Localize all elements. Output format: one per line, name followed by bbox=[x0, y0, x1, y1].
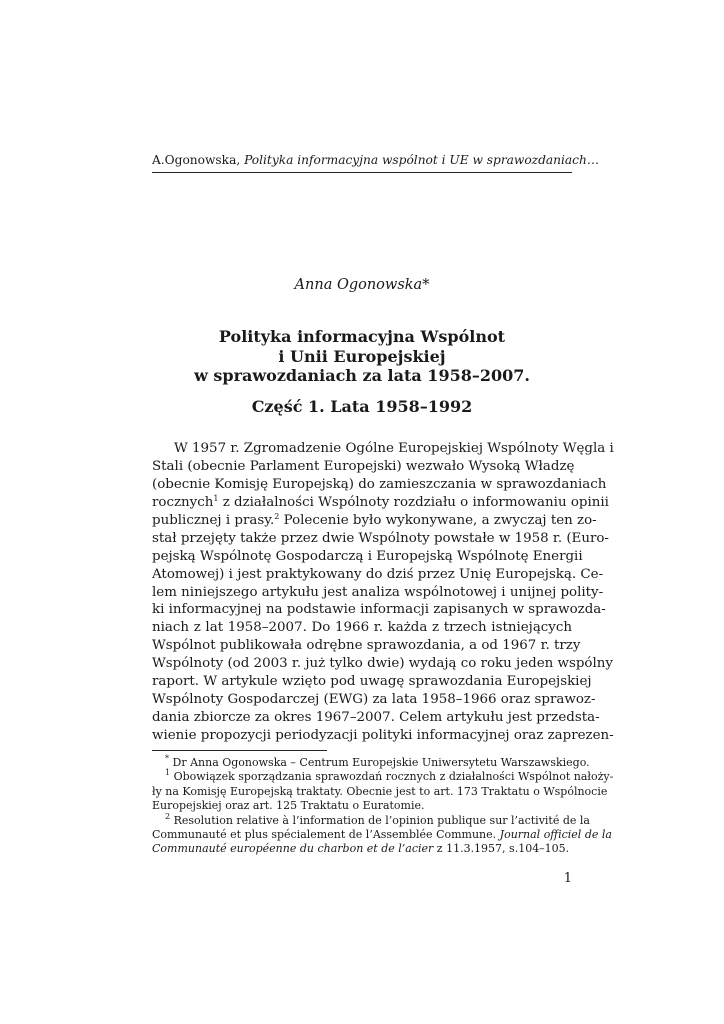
footnote-author-name: Anna Ogonowska bbox=[190, 756, 287, 769]
body-line bbox=[152, 493, 609, 512]
footnote-text: Obowiązek sporządzania sprawozdań rocznych z działalności Wspólnot nałoży- bbox=[173, 770, 614, 784]
body-line-segment: rocznych bbox=[152, 494, 214, 510]
body-line-segment: z działalności Wspólnoty rozdziału o informowaniu opinii bbox=[222, 494, 609, 510]
footnote-rule bbox=[152, 750, 327, 751]
body-line-segment: Polecenie było wykonywane, a zwyczaj ten zo- bbox=[283, 512, 597, 528]
footnote-journal-title: Journal officiel de la bbox=[499, 827, 612, 841]
footnote-text: Communauté et plus spécialement de l’Assemblée Commune. bbox=[152, 827, 497, 841]
body-line: dania zbiorcze za okres 1967–2007. Celem artykułu jest przedsta- bbox=[152, 710, 600, 726]
body-line-segment: publicznej i prasy. bbox=[152, 512, 275, 528]
footnote-author bbox=[152, 754, 590, 770]
body-line: Atomowej) i jest praktykowany do dziś przez Unię Europejską. Ce- bbox=[152, 566, 604, 582]
body-line: lem niniejszego artykułu jest analiza wspólnotowej i unijnej polity- bbox=[152, 584, 604, 600]
footnote-1-line: Europejskiej oraz art. 125 Traktatu o Euratomie. bbox=[152, 799, 425, 813]
footnotes bbox=[152, 754, 614, 857]
footnote-text: Resolution relative à l’information de l’opinion publique sur l’activité de la bbox=[173, 813, 590, 827]
body-paragraph bbox=[152, 440, 614, 745]
body-line bbox=[152, 511, 597, 530]
page-number: 1 bbox=[563, 871, 572, 886]
footnote-1-line: ły na Komisję Europejską traktaty. Obecnie jest to art. 173 Traktatu o Wspólnocie bbox=[152, 784, 608, 798]
body-line: niach z lat 1958–2007. Do 1966 r. każda z trzech istniejących bbox=[152, 620, 572, 636]
body-line: ki informacyjnej na podstawie informacji zapisanych w sprawozda- bbox=[152, 602, 606, 618]
title-line: i Unii Europejskiej bbox=[278, 346, 446, 366]
footnote-ref: 2 bbox=[274, 511, 280, 521]
title-line: Polityka informacyjna Wspólnot bbox=[218, 327, 506, 346]
running-header-title: Polityka informacyjna wspólnot i UE w sprawozdaniach… bbox=[244, 153, 600, 167]
footnote-text: – Centrum Europejskie Uniwersytetu Warszawskiego. bbox=[290, 756, 590, 769]
footnote-text: Dr bbox=[172, 756, 187, 769]
title-line: w sprawozdaniach za lata 1958–2007. bbox=[194, 366, 530, 385]
footnote-journal-title: Communauté européenne du charbon et de l’acier bbox=[152, 842, 434, 856]
footnote-text: z 11.3.1957, s.104–105. bbox=[436, 842, 570, 856]
running-header-author: A.Ogonowska, bbox=[152, 153, 241, 167]
running-header bbox=[152, 153, 600, 167]
body-line: W 1957 r. Zgromadzenie Ogólne Europejskiej Wspólnoty Węgla i bbox=[174, 441, 614, 456]
footnote-mark: 1 bbox=[165, 768, 171, 778]
body-line: Wspólnot publikowała odrębne sprawozdania, a od 1967 r. trzy bbox=[152, 638, 581, 654]
body-line: (obecnie Komisję Europejską) do zamieszczania w sprawozdaniach bbox=[152, 476, 607, 492]
body-line: stał przejęty także przez dwie Wspólnoty powstałe w 1958 r. (Euro- bbox=[152, 530, 609, 546]
body-line: raport. W artykule wzięto pod uwagę sprawozdania Europejskiej bbox=[152, 674, 592, 690]
article-title bbox=[152, 327, 572, 386]
part-title: Część 1. Lata 1958–1992 bbox=[251, 397, 473, 416]
footnote-2 bbox=[152, 811, 590, 828]
footnote-ref: 1 bbox=[213, 493, 219, 503]
header-rule bbox=[152, 172, 572, 173]
article-author: Anna Ogonowska* bbox=[294, 277, 430, 293]
footnote-1 bbox=[152, 768, 614, 784]
footnote-2-line bbox=[152, 827, 612, 842]
body-line: wienie propozycji periodyzacji polityki informacyjnej oraz zaprezen- bbox=[152, 728, 614, 743]
body-line: Stali (obecnie Parlament Europejski) wezwało Wysoką Władzę bbox=[152, 458, 575, 474]
footnote-2-line bbox=[152, 842, 572, 856]
body-line: Wspólnoty Gospodarczej (EWG) za lata 1958–1966 oraz sprawoz- bbox=[152, 692, 596, 708]
body-line: Wspólnoty (od 2003 r. już tylko dwie) wydają co roku jeden wspólny bbox=[152, 656, 613, 672]
body-line: pejską Wspólnotę Gospodarczą i Europejską Wspólnotę Energii bbox=[152, 548, 583, 564]
footnote-mark: 2 bbox=[165, 811, 171, 821]
footnote-mark: * bbox=[165, 754, 169, 763]
